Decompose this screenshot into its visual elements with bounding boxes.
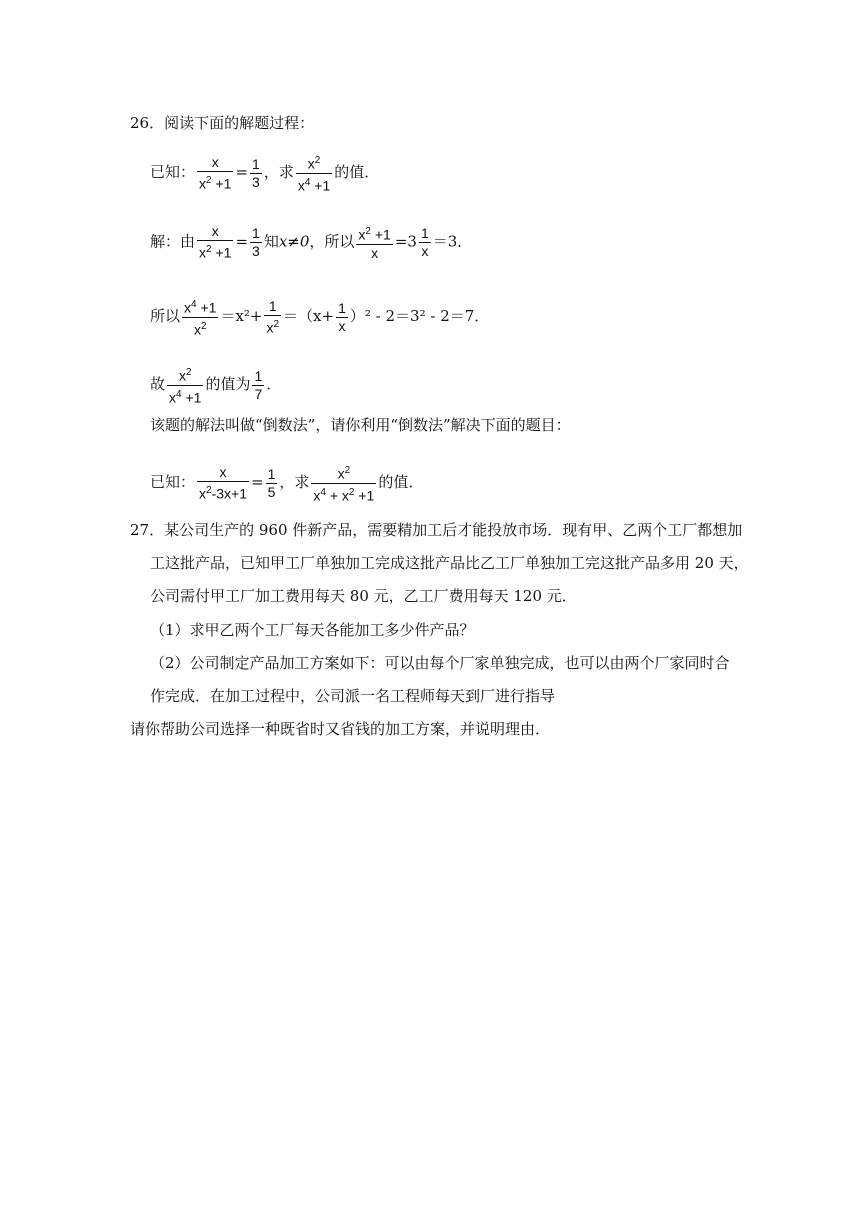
so2-fraction-1: $\frac{x^4 +1}{x^2}$ xyxy=(184,299,217,338)
sol-x-ne: x≠0 xyxy=(278,232,310,251)
sol-fraction-recip: $\frac{x^2 +1}{x}$ xyxy=(358,226,391,261)
q27-part-2: （2）公司制定产品加工方案如下：可以由每个厂家单独完成，也可以由两个厂家同时合 xyxy=(150,654,730,672)
task-fraction-rhs: $\frac{1}{5}$ xyxy=(267,465,276,500)
so2-fraction-3: $\frac{1}{x}$ xyxy=(338,299,346,334)
given-suffix: 的值． xyxy=(334,163,380,182)
q26-method-text: 该题的解法叫做“倒数法”，请你利用“倒数法”解决下面的题目： xyxy=(150,416,571,434)
so2-mid2: ＝（x+ xyxy=(283,307,335,326)
q26-solution-line-1: 解：由 $\frac{x}{x^2 +1}$ = $\frac{1}{3}$ 知x≠0，所以 $\frac{x^2 +1}{x}$ =3 $\frac{1}{x}$ ＝3． xyxy=(150,223,473,261)
q27-line-7: 请你帮助公司选择一种既省时又省钱的加工方案，并说明理由． xyxy=(130,720,551,738)
given-fraction-rhs: $\frac{1}{3}$ xyxy=(252,155,260,190)
q26-task-line: 已知： $\frac{x}{x^2-3x+1}$ = $\frac{1}{5}$ ，求 $\frac{x^2}{x^4 + x^2 +1}$ 的值． xyxy=(150,463,424,504)
task-suffix: 的值． xyxy=(378,473,424,492)
task-fraction-lhs: $\frac{x}{x^2-3x+1}$ xyxy=(199,463,247,502)
concl-end: ． xyxy=(266,375,282,394)
given-fraction-target: $\frac{x^2}{x^4 +1}$ xyxy=(297,155,331,194)
sol-end: ＝3． xyxy=(432,232,473,251)
sol-prefix: 解：由 xyxy=(150,232,196,251)
q27-part-1: （1）求甲乙两个工厂每天各能加工多少件产品？ xyxy=(150,621,475,639)
so2-mid1: ＝x²+ xyxy=(220,307,263,326)
q27-line-3: 公司需付甲工厂加工费用每天 80 元，乙工厂费用每天 120 元． xyxy=(150,587,577,605)
sol-mid: 知 xyxy=(263,232,279,251)
so2-fraction-2: $\frac{1}{x^2}$ xyxy=(266,297,280,336)
concl-fraction: $\frac{x^2}{x^4 +1}$ xyxy=(169,367,202,406)
given-fraction-lhs: $\frac{x}{x^2 +1}$ xyxy=(199,153,232,192)
concl-mid: 的值为 xyxy=(205,375,251,394)
concl-prefix: 故 xyxy=(150,375,166,394)
so2-prefix: 所以 xyxy=(150,307,181,326)
sol-fraction-lhs: $\frac{x}{x^2 +1}$ xyxy=(199,223,232,261)
q26-solution-line-2 xyxy=(150,296,489,338)
q27-line-6: 作完成．在加工过程中，公司派一名工程师每天到厂进行指导 xyxy=(150,687,556,705)
sol-eq: =3 xyxy=(394,232,417,251)
task-prefix: 已知： xyxy=(150,473,196,492)
so2-end: ）² - 2＝3² - 2＝7． xyxy=(349,307,490,326)
given-mid: ，求 xyxy=(263,163,294,182)
q27-line-2: 工这批产品，已知甲工厂单独加工完成这批产品比乙工厂单独加工完这批产品多用 20 天， xyxy=(150,554,749,572)
concl-value: $\frac{1}{7}$ xyxy=(254,367,263,402)
sol-fraction-rhs: $\frac{1}{3}$ xyxy=(252,224,260,259)
task-mid: ，求 xyxy=(279,473,310,492)
sol-so: ，所以 xyxy=(309,232,355,251)
q26-given-line: 已知： $\frac{x}{x^2 +1}$ = $\frac{1}{3}$ ，求 $\frac{x^2}{x^4 +1}$ 的值． xyxy=(150,153,380,194)
sol-fraction-one-over-x: $\frac{1}{x}$ xyxy=(420,224,429,259)
task-fraction-target: $\frac{x^2}{x^4 + x^2 +1}$ xyxy=(313,465,375,504)
q26-conclusion-line xyxy=(150,364,281,406)
q27-line-1: 27．某公司生产的 960 件新产品，需要精加工后才能投放市场．现有甲、乙两个工厂都想加 xyxy=(130,521,743,539)
q26-title: 26．阅读下面的解题过程： xyxy=(130,114,315,132)
given-prefix: 已知： xyxy=(150,163,196,182)
